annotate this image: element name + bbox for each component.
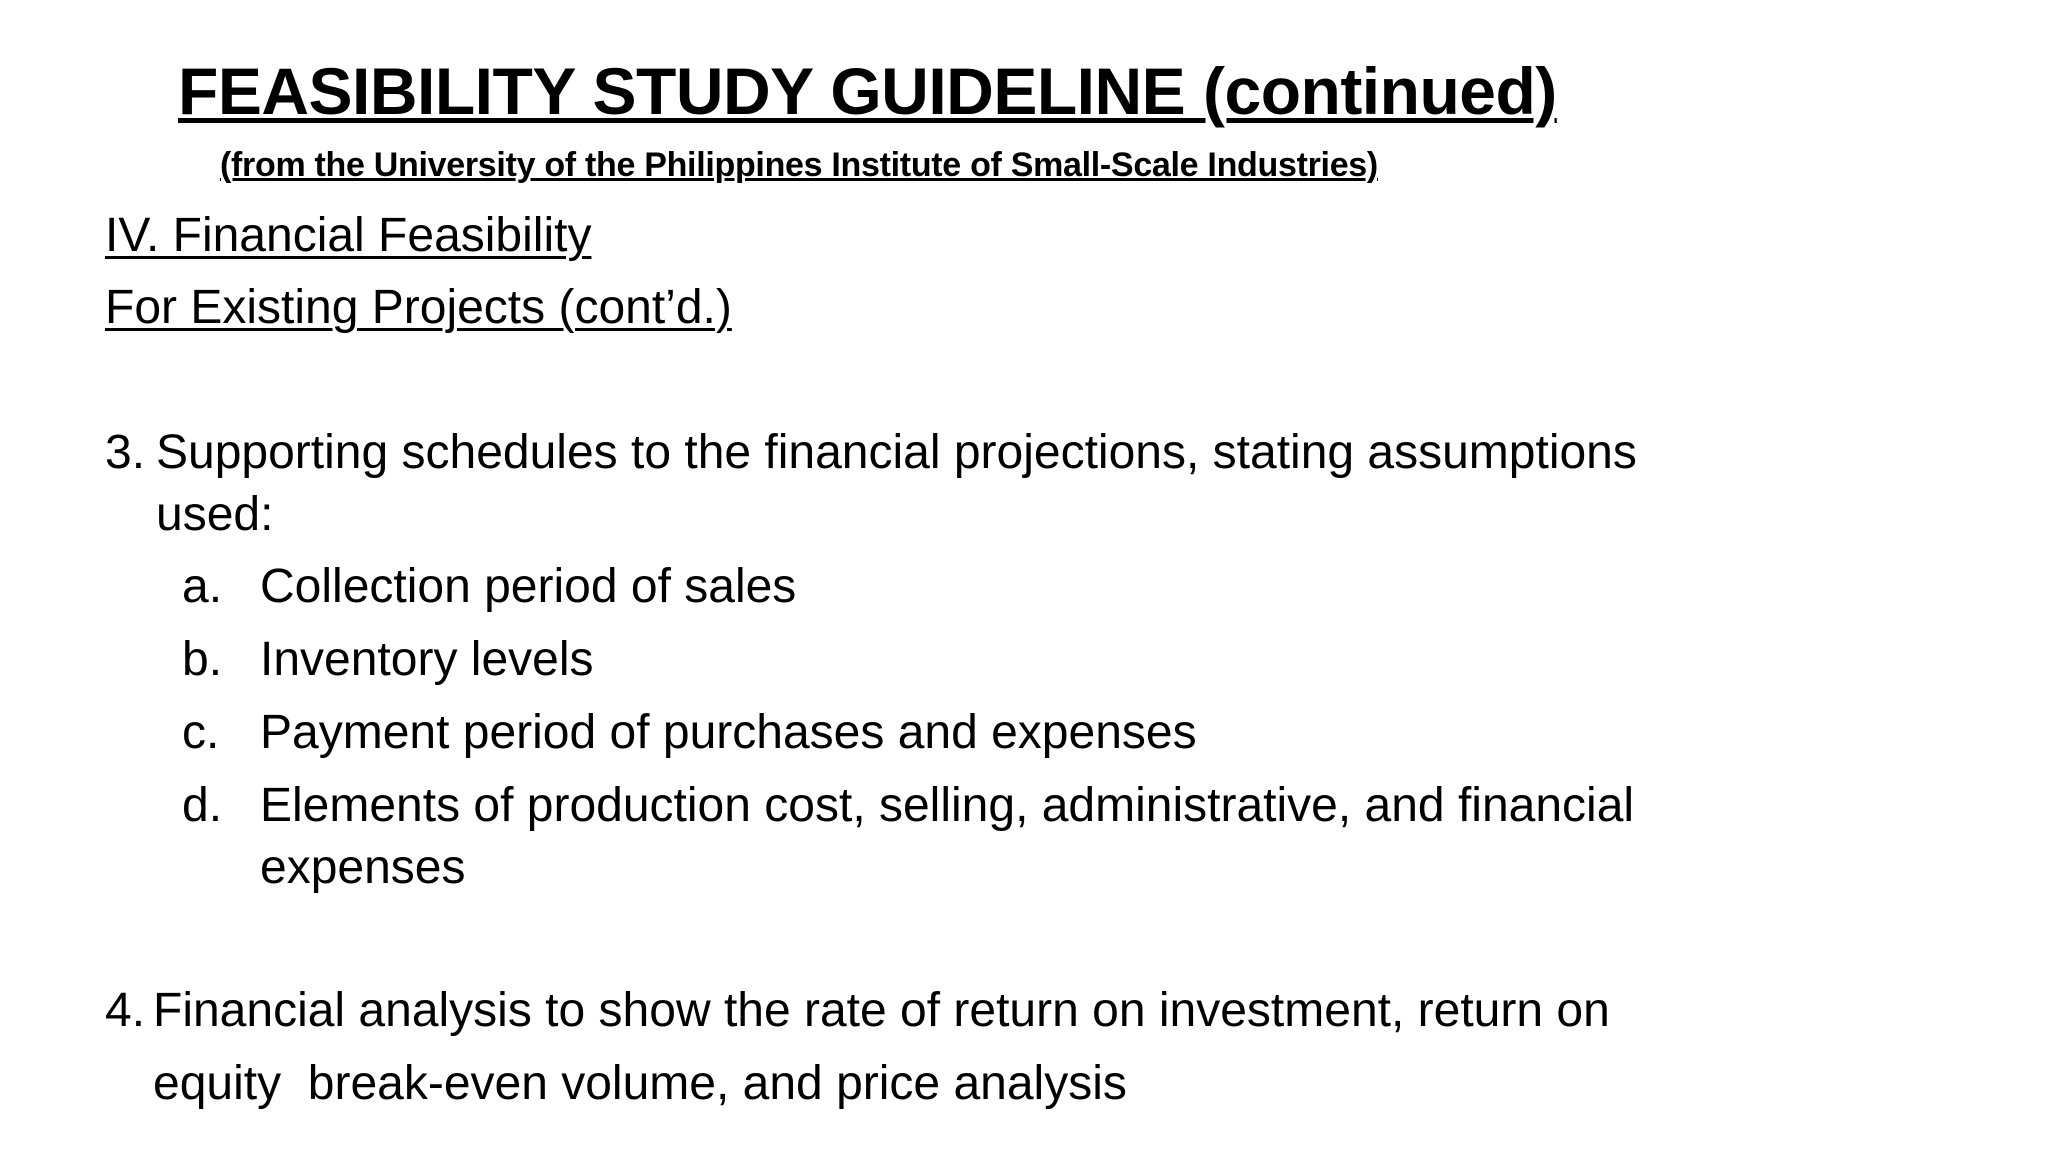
- sub-item-letter: d.: [182, 779, 223, 832]
- list-item-text: [153, 974, 1610, 1120]
- sub-item-text: Payment period of purchases and expenses: [260, 706, 1197, 759]
- list-item-line: Financial analysis to show the rate of return on investment, return on: [153, 984, 1610, 1037]
- sub-item-text: Inventory levels: [260, 633, 594, 686]
- subsection-heading: For Existing Projects (cont’d.): [105, 281, 732, 334]
- slide-subtitle: (from the University of the Philippines Institute of Small-Scale Industries): [220, 146, 1378, 184]
- list-item-number: 3.: [105, 426, 146, 479]
- sub-item-letter: a.: [182, 560, 223, 613]
- sub-item-text: [260, 775, 1634, 899]
- slide-title: FEASIBILITY STUDY GUIDELINE (continued): [178, 54, 1557, 128]
- list-item-number: 4.: [105, 984, 146, 1037]
- list-item-line: equity break-even volume, and price analysis: [153, 1057, 1127, 1110]
- list-item-line: Supporting schedules to the financial projections, stating assumptions: [156, 426, 1637, 479]
- list-item-text: [156, 422, 1637, 546]
- sub-item-line: Elements of production cost, selling, administrative, and financial: [260, 779, 1635, 832]
- sub-item-letter: c.: [182, 706, 220, 759]
- sub-item-text: Collection period of sales: [260, 560, 797, 613]
- sub-item-line: expenses: [260, 841, 466, 894]
- section-heading: IV. Financial Feasibility: [105, 209, 592, 262]
- sub-item-letter: b.: [182, 633, 223, 686]
- list-item-line: used:: [156, 488, 274, 541]
